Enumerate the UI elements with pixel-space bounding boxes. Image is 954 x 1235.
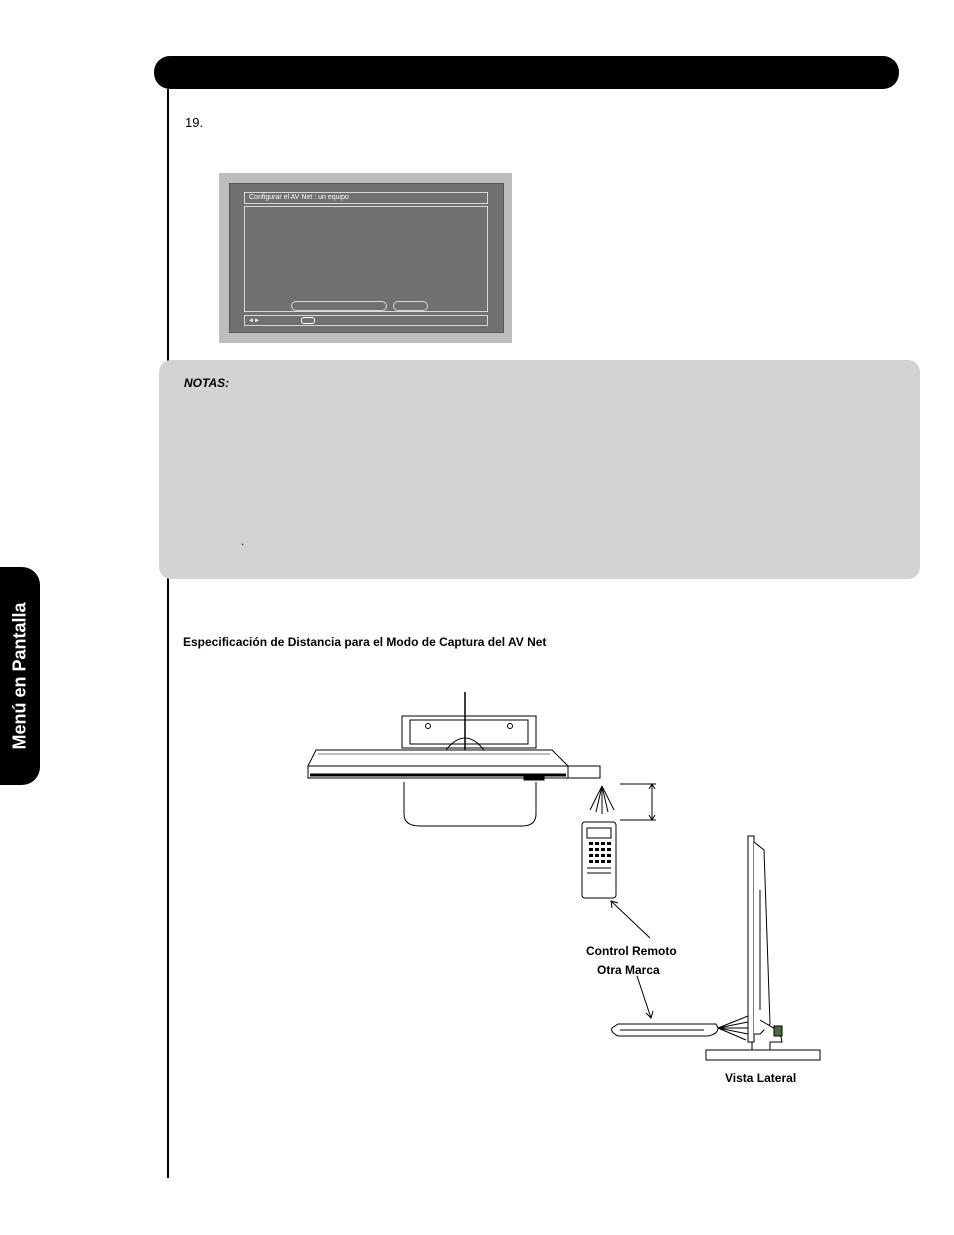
section-heading: Especificación de Distancia para el Modo de Captura del AV Net bbox=[183, 635, 547, 649]
tv-button-long bbox=[291, 301, 387, 311]
side-view-label: Vista Lateral bbox=[725, 1071, 797, 1085]
remote-label-arrow-top bbox=[611, 901, 650, 938]
arrows-icon: ◄► bbox=[248, 318, 260, 324]
distance-diagram-drawing bbox=[300, 690, 840, 1090]
remote-label-line1: Control Remoto bbox=[586, 944, 677, 958]
remote-label-line2: Otra Marca bbox=[597, 963, 660, 977]
tv-screen-inner bbox=[229, 183, 504, 333]
tv-screen-illustration bbox=[219, 173, 512, 343]
tv-top-view bbox=[308, 692, 614, 826]
distance-marker bbox=[620, 784, 656, 820]
remote-control-side bbox=[612, 1016, 748, 1040]
left-rule bbox=[167, 89, 169, 1178]
side-tab-label: Menú en Pantalla bbox=[9, 602, 30, 750]
notes-title: NOTAS: bbox=[184, 376, 230, 390]
distance-diagram bbox=[300, 690, 840, 1090]
tv-content-panel bbox=[244, 206, 488, 312]
remote-label-arrow-bottom bbox=[637, 976, 653, 1018]
select-icon bbox=[301, 317, 315, 324]
notes-dot: . bbox=[241, 534, 245, 548]
tv-button-short bbox=[393, 301, 428, 311]
tv-title-bar bbox=[244, 192, 488, 204]
remote-control-front bbox=[582, 822, 616, 898]
notes-box bbox=[159, 360, 920, 579]
header-bar bbox=[154, 56, 899, 89]
tv-footer-bar bbox=[244, 315, 488, 326]
step-number: 19. bbox=[185, 115, 204, 130]
tv-title-text: Configurar el AV Net : un equipo bbox=[249, 194, 349, 201]
